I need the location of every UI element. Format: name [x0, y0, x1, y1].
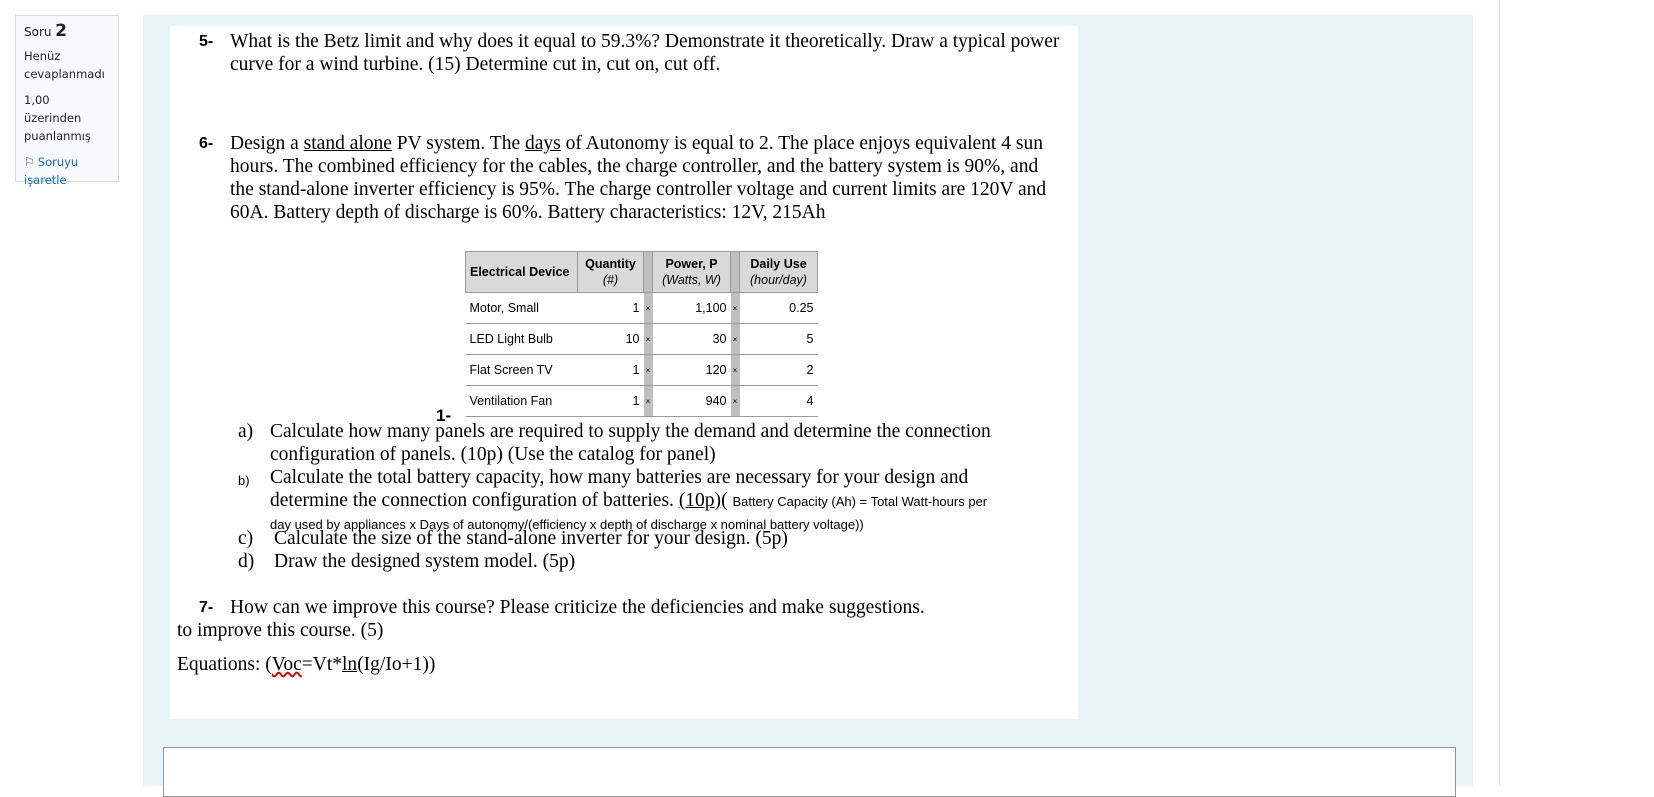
device-daily-use: 0.25: [740, 293, 818, 324]
battery-capacity-formula: Battery Capacity (Ah) = Total Watt-hours per day used by appliances x Days of autonomy/(efficiency x depth of discharge x nominal battery voltage)): [270, 494, 988, 532]
question-7-text-2: to improve this course. (5): [177, 620, 384, 641]
device-name: Flat Screen TV: [466, 355, 578, 386]
subquestion-a-text: Calculate how many panels are required to supply the demand and determine the connection configuration of panels. (10p) (Use the catalog for panel): [270, 421, 991, 465]
question-5-number: 5-: [199, 33, 214, 50]
flag-icon: ⚐: [24, 155, 35, 169]
device-name: Motor, Small: [466, 293, 578, 324]
device-daily-use: 5: [740, 324, 818, 355]
multiply-sign: ×: [731, 386, 740, 417]
multiply-sign: ×: [644, 355, 653, 386]
subquestion-d-label: d): [238, 551, 255, 572]
question-7-text: How can we improve this course? Please criticize the deficiencies and make suggestions.: [230, 597, 925, 618]
header-power: Power, P (Watts, W): [653, 252, 731, 293]
device-power: 1,100: [653, 293, 731, 324]
header-sep-2: [731, 252, 740, 293]
electrical-device-table: [465, 251, 818, 417]
multiply-sign: ×: [644, 386, 653, 417]
header-device: Electrical Device: [466, 252, 578, 293]
header-quantity: Quantity (#): [578, 252, 644, 293]
question-label: Soru: [24, 25, 52, 39]
multiply-sign: ×: [644, 293, 653, 324]
question-info-panel: [15, 15, 119, 187]
table-row: [466, 293, 818, 324]
table-row: [466, 355, 818, 386]
device-daily-use: 2: [740, 355, 818, 386]
multiply-sign: ×: [731, 293, 740, 324]
device-quantity: 10: [578, 324, 644, 355]
page-divider: [1499, 0, 1500, 786]
question-7-continued: [177, 619, 383, 642]
question-6-text: Design a stand alone PV system. The days of Autonomy is equal to 2. The place enjoys equivalent 4 sun hours. The combined efficiency for the cables, the charge controller, and the battery system is 90%, and the stand-alone inverter efficiency is 95%. The charge controller voltage and current limits are 120V and 60A. Battery depth of discharge is 60%. Battery characteristics: 12V, 215Ah: [230, 133, 1047, 223]
question-document-image: [170, 26, 1078, 719]
multiply-sign: ×: [731, 324, 740, 355]
device-daily-use: 4: [740, 386, 818, 417]
question-7-number: 7-: [199, 599, 214, 616]
subquestion-b-text: Calculate the total battery capacity, how many batteries are necessary for your design and determine the connection configuration of batteries. (10p)( Battery Capacity (Ah) = Total Watt-hours per day used by appliances x Days of autonomy/(efficiency x depth of discharge x nominal battery voltage)): [270, 467, 988, 532]
question-grade: 1,00 üzerinden puanlanmış: [24, 93, 91, 143]
device-quantity: 1: [578, 355, 644, 386]
question-5-text: What is the Betz limit and why does it equal to 59.3%? Demonstrate it theoretically. Draw a typical power curve for a wind turbine. (15) Determine cut in, cut on, cut off.: [230, 31, 1060, 75]
question-number-value: 2: [55, 21, 67, 41]
header-sep-1: [644, 252, 653, 293]
table-header-row: [466, 252, 818, 293]
multiply-sign: ×: [644, 324, 653, 355]
subquestion-b-label: b): [238, 473, 250, 488]
subquestion-c-text: Calculate the size of the stand-alone inverter for your design. (5p): [274, 528, 788, 549]
subquestion-a-label: a): [238, 421, 254, 442]
device-power: 30: [653, 324, 731, 355]
flag-question-link[interactable]: [24, 153, 110, 189]
device-name: Ventilation Fan: [466, 386, 578, 417]
device-name: LED Light Bulb: [466, 324, 578, 355]
answer-editor[interactable]: [163, 747, 1456, 797]
question-number: [24, 22, 110, 41]
question-6-number: 6-: [199, 135, 214, 152]
equations: Equations: (Voc=Vt*ln(Ig/Io+1)): [177, 654, 436, 675]
multiply-sign: ×: [731, 355, 740, 386]
table-row: [466, 386, 818, 417]
device-power: 120: [653, 355, 731, 386]
device-quantity: 1: [578, 386, 644, 417]
table-row: [466, 324, 818, 355]
subquestion-c-label: c): [238, 528, 254, 549]
header-daily-use: Daily Use (hour/day): [740, 252, 818, 293]
device-power: 940: [653, 386, 731, 417]
subquestion-group-label: 1-: [436, 406, 452, 425]
subquestion-d-text: Draw the designed system model. (5p): [274, 551, 576, 572]
device-quantity: 1: [578, 293, 644, 324]
question-state: Henüz cevaplanmadı: [24, 49, 105, 81]
flag-question-label: Soruyu işaretle: [24, 155, 79, 187]
